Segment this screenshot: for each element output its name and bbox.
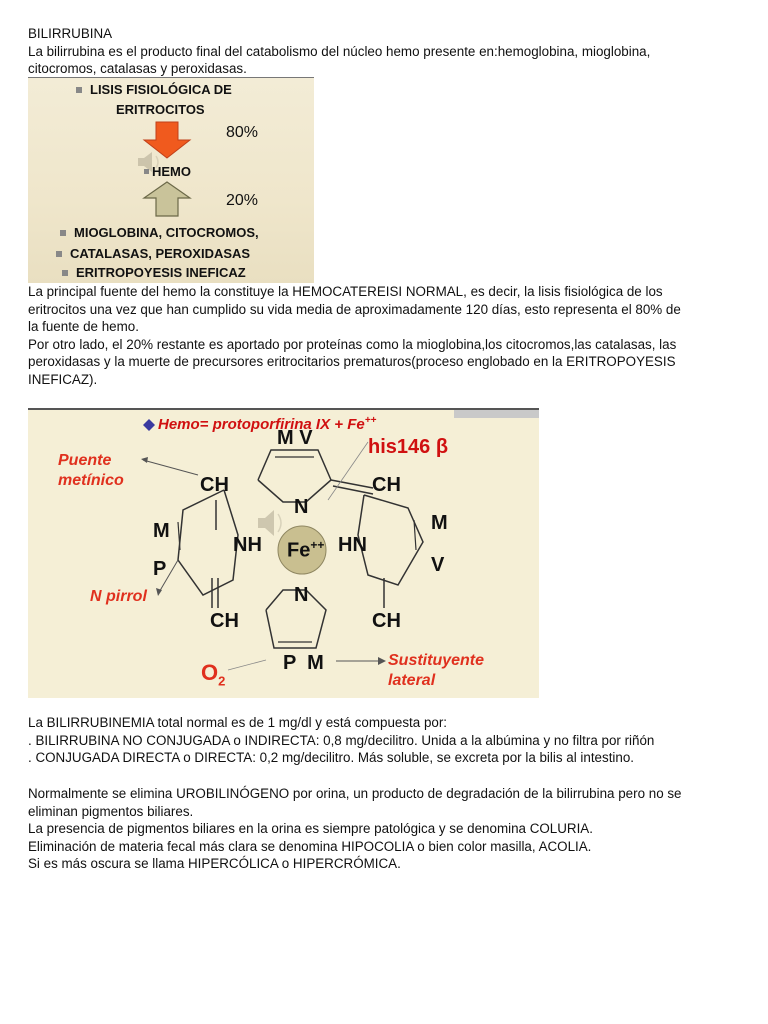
bullet-icon	[144, 169, 149, 174]
v-right-label: V	[431, 554, 445, 576]
m-left-label: M	[153, 520, 170, 542]
text-line: Por otro lado, el 20% restante es aportado por proteínas como la mioglobina,los citocromos,las catalasas, las	[28, 336, 677, 352]
text-line: eritrocitos una vez que han cumplido su vida media de aproximadamente 120 días, esto representa el 80% de	[28, 301, 681, 317]
bullet-icon	[62, 270, 68, 276]
text-line: La presencia de pigmentos biliares en la orina es siempre patológica y se denomina COLURIA.	[28, 821, 593, 837]
sustituyente-label: Sustituyente	[388, 652, 485, 669]
pm-bottom-label: P M	[283, 652, 324, 674]
fe-label: Fe++	[287, 538, 325, 562]
intro-text	[28, 25, 740, 78]
down-arrow-icon	[144, 122, 190, 158]
text-line: la fuente de hemo.	[28, 319, 139, 335]
up-arrow-icon	[144, 182, 190, 216]
text-line: Eliminación de materia fecal más clara se denomina HIPOCOLIA o bien color masilla, ACOLIA.	[28, 838, 592, 854]
n-bottom-label: N	[294, 584, 309, 606]
paragraph-hemo-source	[28, 283, 740, 389]
p-left-label: P	[153, 558, 167, 580]
puente-label: Puente	[58, 452, 112, 469]
intro-line: citocromos, catalasas y peroxidasas.	[28, 61, 247, 77]
m-right-label: M	[431, 512, 448, 534]
ch-bottom-right: CH	[372, 610, 401, 632]
text-line: peroxidasas y la muerte de precursores eritrocitarios prematuros(proceso englobado en la ERITROPOYESIS	[28, 354, 676, 370]
n-pirrol-label: N pirrol	[90, 588, 147, 605]
his146-label: his146 β	[368, 436, 449, 458]
percent-80: 80%	[226, 124, 259, 141]
text-line: INEFICAZ).	[28, 371, 98, 387]
text-line: Si es más oscura se llama HIPERCÓLICA o HIPERCRÓMICA.	[28, 856, 401, 872]
figure1-eritrocitos: ERITROCITOS	[116, 102, 205, 117]
nh-label: NH	[233, 534, 262, 556]
ch-top-right: CH	[372, 474, 401, 496]
metinico-label: metínico	[58, 472, 124, 489]
text-line: La BILIRRUBINEMIA total normal es de 1 mg/dl y está compuesta por:	[28, 715, 448, 730]
figure1-bullet: ERITROPOYESIS INEFICAZ	[62, 265, 246, 280]
figure1-bullet: CATALASAS, PEROXIDASAS	[56, 246, 250, 261]
figure2-title: Hemo= protoporfirina IX + Fe++	[158, 415, 377, 433]
percent-20: 20%	[226, 192, 259, 209]
text-line: eliminan pigmentos biliares.	[28, 803, 194, 819]
text-line: . CONJUGADA DIRECTA o DIRECTA: 0,2 mg/decilitro. Más soluble, se excreta por la bilis al intestino.	[28, 750, 635, 766]
bullet-icon	[56, 251, 62, 257]
heme-structure-figure	[28, 408, 539, 698]
bullet-icon	[60, 230, 66, 236]
text-line: . BILIRRUBINA NO CONJUGADA o INDIRECTA: 0,8 mg/decilitro. Unida a la albúmina y no filtra por riñón	[28, 732, 655, 748]
speaker-icon	[258, 510, 281, 536]
diamond-icon	[143, 419, 155, 431]
ch-top-left: CH	[200, 474, 229, 496]
n-top-label: N	[294, 496, 309, 518]
paragraph-bilirrubinemia	[28, 714, 740, 767]
text-line: La principal fuente del hemo la constituye la HEMOCATEREISI NORMAL, es decir, la lisis fisiológica de los	[28, 284, 663, 299]
lateral-label: lateral	[388, 672, 436, 689]
heme-sources-figure	[28, 77, 314, 283]
heading: BILIRRUBINA	[28, 26, 113, 41]
figure1-bullet: MIOGLOBINA, CITOCROMOS,	[60, 225, 259, 240]
ch-bottom-left: CH	[210, 610, 239, 632]
hemo-label: HEMO	[144, 164, 191, 179]
figure1-bullet-lisis: LISIS FISIOLÓGICA DE	[76, 82, 232, 97]
paragraph-urobilinogeno	[28, 785, 740, 873]
o2-label: $O_2$	[201, 660, 226, 689]
intro-line: La bilirrubina es el producto final del catabolismo del núcleo hemo presente en:hemoglobina, mioglobina,	[28, 43, 651, 59]
hn-label: HN	[338, 534, 367, 556]
text-line: Normalmente se elimina UROBILINÓGENO por orina, un producto de degradación de la bilirrubina pero no se	[28, 786, 682, 801]
mv-top-label: M V	[277, 427, 313, 449]
